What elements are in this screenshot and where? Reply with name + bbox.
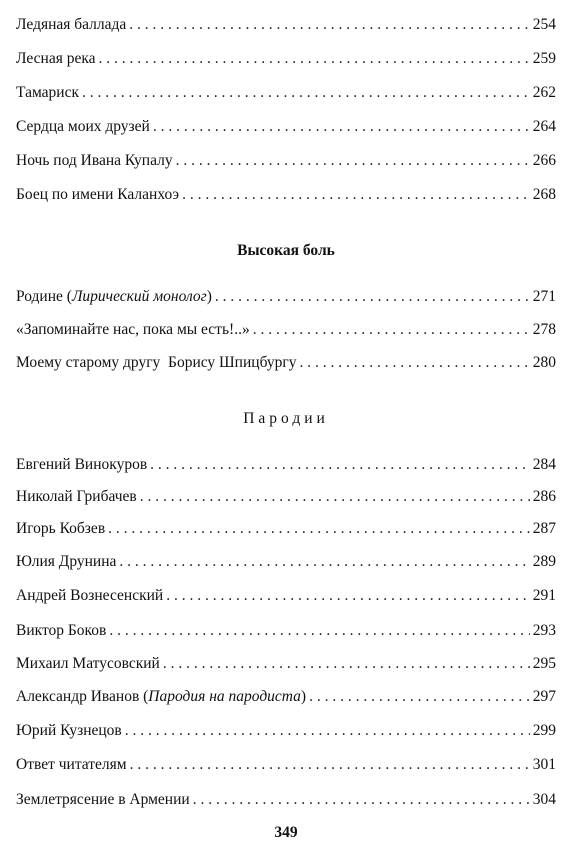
- toc-leader-dots: [309, 686, 530, 708]
- toc-leader-dots: [163, 653, 530, 675]
- toc-entry: [16, 14, 556, 36]
- toc-entry-title: Ночь под Ивана Купалу: [16, 152, 173, 169]
- section-heading: Высокая боль: [237, 242, 335, 259]
- toc-entry: [16, 319, 556, 341]
- toc-entry: [16, 620, 556, 642]
- toc-entry-page: 287: [532, 520, 556, 537]
- toc-leader-dots: [182, 184, 530, 206]
- section-heading: Пародии: [243, 410, 329, 427]
- toc-entry-title: Боец по имени Каланхоэ: [16, 186, 180, 203]
- toc-entry-page: 304: [532, 791, 556, 808]
- toc-leader-dots: [299, 352, 529, 374]
- toc-leader-dots: [176, 150, 530, 172]
- toc-leader-dots: [130, 754, 530, 776]
- toc-entry: [16, 686, 556, 708]
- toc-entry: [16, 754, 556, 776]
- toc-entry-title: Тамариск: [16, 84, 79, 101]
- toc-entry-title-text: Родине (: [16, 288, 72, 305]
- toc-entry-title: Ледяная баллада: [16, 16, 127, 33]
- toc-leader-dots: [150, 454, 530, 476]
- toc-leader-dots: [253, 319, 530, 341]
- toc-entry: [16, 518, 556, 540]
- toc-entry-title: Моему старому другу Борису Шпицбургу: [16, 354, 297, 371]
- toc-entry: [16, 48, 556, 70]
- toc-entry-title: «Запоминайте нас, пока мы есть!..»: [16, 321, 250, 338]
- toc-leader-dots: [109, 620, 529, 642]
- toc-entry-page: 299: [532, 722, 556, 739]
- toc-entry-title: Андрей Вознесенский: [16, 587, 164, 604]
- toc-leader-dots: [119, 551, 529, 573]
- toc-entry-page: 262: [532, 84, 556, 101]
- toc-entry-title: [16, 686, 306, 708]
- toc-entry-title: Юрий Кузнецов: [16, 722, 122, 739]
- toc-leader-dots: [99, 48, 530, 70]
- toc-entry-title: Землетрясение в Армении: [16, 791, 190, 808]
- toc-entry-title-tail: ): [206, 288, 212, 305]
- toc-leader-dots: [125, 720, 530, 742]
- toc-leader-dots: [140, 486, 530, 508]
- toc-entry-title: Евгений Винокуров: [16, 456, 148, 473]
- toc-entry-page: 297: [532, 688, 556, 705]
- toc-entry-page: 271: [532, 288, 556, 305]
- toc-entry-title: Михаил Матусовский: [16, 655, 160, 672]
- toc-entry-subtitle: Лирический монолог: [71, 288, 207, 305]
- toc-entry-title: Ответ читателям: [16, 756, 127, 773]
- toc-entry-page: 286: [532, 488, 556, 505]
- toc-entry-page: 268: [532, 186, 556, 203]
- toc-entry: [16, 653, 556, 675]
- toc-entry: [16, 82, 556, 104]
- toc-leader-dots: [108, 518, 530, 540]
- toc-entry-page: 264: [532, 118, 556, 135]
- toc-entry-title: Виктор Боков: [16, 622, 107, 639]
- toc-leader-dots: [166, 585, 530, 607]
- toc-entry-title-tail: ): [300, 688, 307, 705]
- toc-leader-dots: [215, 286, 530, 308]
- toc-entry-page: 295: [532, 655, 556, 672]
- toc-entry: [16, 486, 556, 508]
- toc-entry: [16, 184, 556, 206]
- toc-leader-dots: [82, 82, 530, 104]
- toc-entry-page: 278: [532, 321, 556, 338]
- toc-leader-dots: [193, 789, 530, 811]
- toc-entry: [16, 454, 556, 476]
- toc-entry-title-text: Александр Иванов (: [16, 688, 149, 705]
- toc-entry: [16, 789, 556, 811]
- toc-entry-title: Лесная река: [16, 50, 96, 67]
- toc-entry-page: 280: [532, 354, 556, 371]
- toc-entry-title: Юлия Друнина: [16, 553, 117, 570]
- toc-leader-dots: [153, 116, 530, 138]
- toc-entry-page: 259: [532, 50, 556, 67]
- toc-entry-title: Сердца моих друзей: [16, 118, 150, 135]
- toc-entry: [16, 150, 556, 172]
- toc-entry-title: Игорь Кобзев: [16, 520, 106, 537]
- toc-entry: [16, 551, 556, 573]
- toc-entry-title: [16, 286, 212, 308]
- toc-entry-subtitle: Пародия на пародиста: [148, 688, 301, 705]
- toc-entry-page: 284: [532, 456, 556, 473]
- toc-entry: [16, 286, 556, 308]
- toc-entry-page: 301: [532, 756, 556, 773]
- toc-entry-page: 266: [532, 152, 556, 169]
- toc-entry: [16, 116, 556, 138]
- toc-entry-page: 289: [532, 553, 556, 570]
- toc-entry-page: 291: [532, 587, 556, 604]
- toc-entry: [16, 585, 556, 607]
- toc-entry-title: Николай Грибачев: [16, 488, 137, 505]
- toc-entry: [16, 720, 556, 742]
- toc-entry: [16, 352, 556, 374]
- toc-entry-page: 293: [532, 622, 556, 639]
- toc-entry-page: 254: [532, 16, 556, 33]
- toc-leader-dots: [129, 14, 529, 36]
- page-number: 349: [274, 824, 298, 841]
